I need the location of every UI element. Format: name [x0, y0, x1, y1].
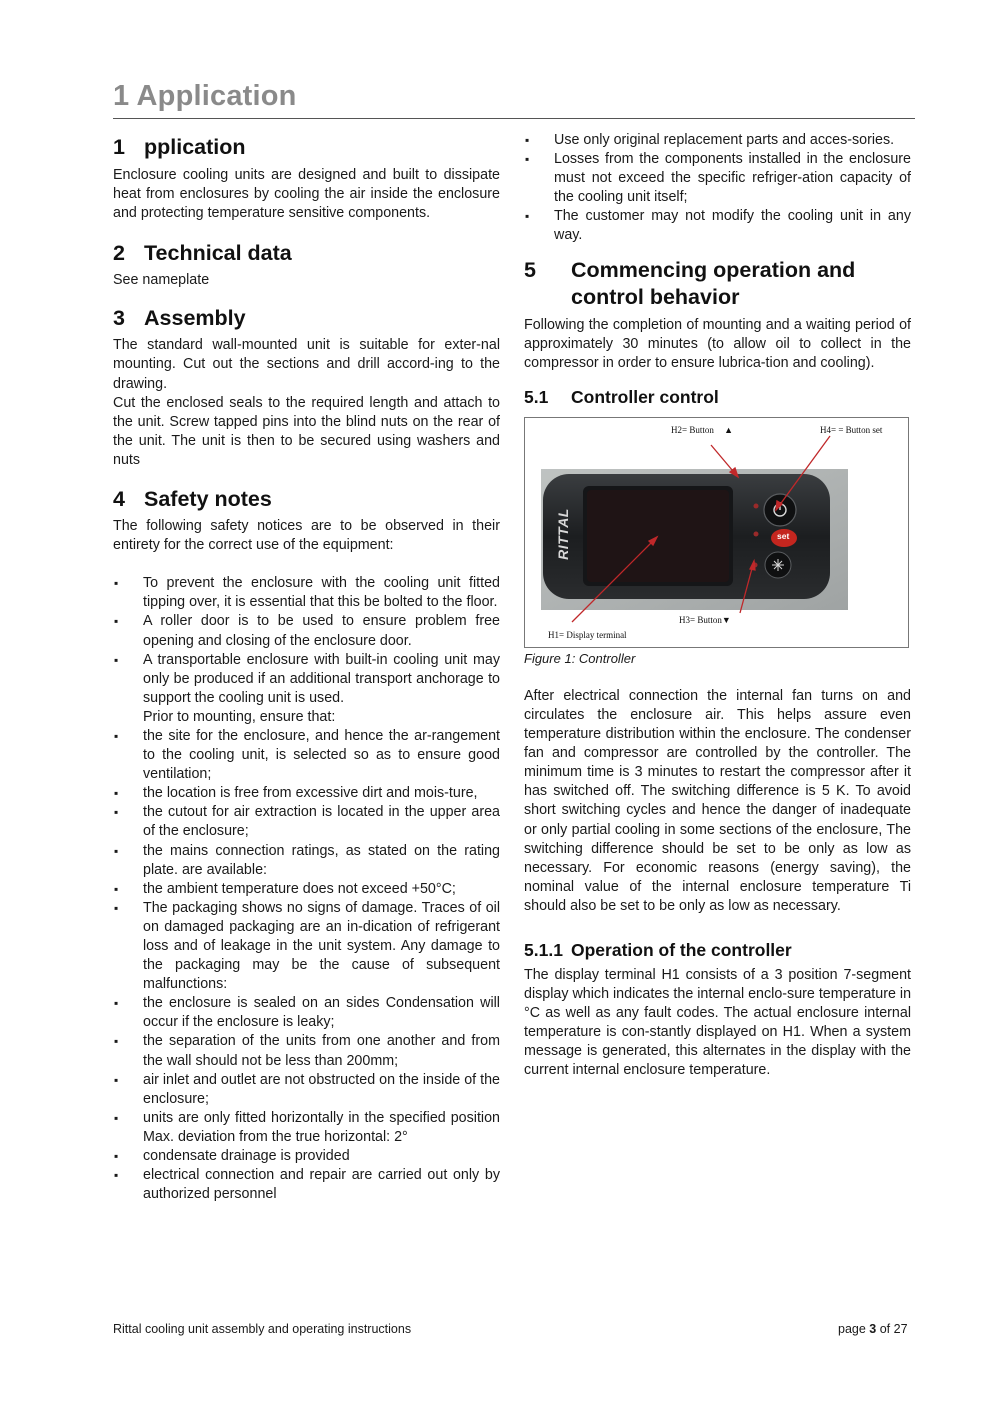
list-item: ▪ electrical connection and repair are carried out only by authorized personnel — [113, 1166, 500, 1204]
list-item: ▪ units are only fitted horizontally in the specified position Max. deviation from the true horizontal: 2° — [113, 1109, 500, 1147]
section-number: 3 — [113, 306, 125, 331]
list-item: ▪ the site for the enclosure, and hence the ar-rangement to the cooling unit, is selected so as to ensure good ventilation; — [113, 727, 500, 784]
title-rule — [113, 118, 915, 119]
section-4-intro: The following safety notices are to be observed in their entirety for the correct use of the equipment: — [113, 518, 500, 554]
page-total: of 27 — [879, 1322, 908, 1336]
section-1-heading — [113, 133, 500, 162]
list-item: ▪ condensate drainage is provided — [113, 1147, 500, 1166]
figure-label-h4: H4= = Button set — [820, 424, 883, 435]
list-item: ▪ A roller door is to be used to ensure problem free opening and closing of the enclosure door. — [113, 612, 500, 650]
triangle-down-icon: ▼ — [721, 614, 731, 625]
list-item: ▪ the enclosure is sealed on an sides Condensation will occur if the enclosure is leaky; — [113, 994, 500, 1032]
section-title: Operation of the controller — [571, 939, 792, 960]
list-item: ▪ To prevent the enclosure with the cooling unit fitted tipping over, it is essential that this be bolted to the floor. — [113, 574, 500, 612]
footer-page-number — [838, 1322, 908, 1336]
set-button-label: set — [777, 530, 790, 541]
section-number: 1 — [113, 135, 125, 159]
section-3-paragraph-2: Cut the enclosed seals to the required length and attach to the unit. Screw tapped pins into the blind nuts on the rear of the unit. The unit is then to be secured using washers and nuts — [113, 394, 500, 468]
section-5-1-heading — [524, 385, 911, 409]
section-number: 5.1 — [524, 386, 549, 407]
section-3-paragraph-1: The standard wall-mounted unit is suitable for exter-nal mounting. Cut out the sections and drill accord-ing to the drawing. — [113, 337, 500, 392]
left-column — [113, 131, 500, 1204]
section-title: pplication — [144, 135, 246, 159]
operation-paragraph: After electrical connection the internal fan turns on and circulates the enclosure air. This helps assure even temperature distribution within the enclosure. The condenser fan and compressor are controlled by the controller. The minimum time is 3 minutes to restart the compressor after it has switched off. The switching difference is 5 K. To avoid short switching cycles and hence the danger of inadequate or only partial cooling in some sections of the enclosure, The switching difference should be set to be only as low as necessary. For economic reasons (energy saving), the nominal value of the internal enclosure temperature Ti should also be set to be only as low as necessary. — [524, 687, 911, 914]
section-number: 4 — [113, 487, 125, 512]
brand-logo: RITTAL — [555, 507, 571, 560]
controller-photo — [525, 418, 908, 647]
section-4-heading — [113, 485, 500, 514]
section-5-heading — [524, 257, 911, 311]
list-item: ▪ A transportable enclosure with built-in cooling unit may only be produced if an additional transport anchorage to support the cooling unit is used. — [113, 651, 500, 708]
list-item: ▪ the mains connection ratings, as stated on the rating plate. are available: — [113, 842, 500, 880]
list-item: ▪ Use only original replacement parts and acces-sories. — [524, 131, 911, 150]
list-item: ▪ The packaging shows no signs of damage. Traces of oil on damaged packaging are an in-dication of refrigerant loss and of leakage in the unit system. Any damage to the packaging may be the cause of subsequent malfunctions: — [113, 899, 500, 994]
figure-label-h2: H2= Button ▲ — [671, 424, 734, 435]
section-number: 5.1.1 — [524, 939, 563, 960]
page-title: 1 Application — [113, 80, 297, 112]
list-item: ▪ the separation of the units from one another and from the wall should not be less than 200mm; — [113, 1032, 500, 1070]
list-item: ▪ air inlet and outlet are not obstructed on the inside of the enclosure; — [113, 1071, 500, 1109]
section-2-text: See nameplate — [113, 272, 210, 289]
page-prefix: page — [838, 1322, 866, 1336]
figure-caption: Figure 1: Controller — [524, 650, 636, 666]
safety-list — [113, 574, 500, 1204]
safety-list-continued — [524, 131, 911, 246]
section-3-heading — [113, 304, 500, 333]
list-item: ▪ The customer may not modify the cooling unit in any way. — [524, 207, 911, 245]
figure-label-h1: H1= Display terminal — [548, 629, 627, 640]
controller-figure — [524, 417, 909, 648]
list-item: ▪ the ambient temperature does not exceed +50°C; — [113, 880, 500, 899]
section-number: 5 — [524, 257, 536, 282]
section-title: Safety notes — [144, 487, 272, 512]
section-5-1-1-heading — [524, 938, 911, 962]
list-item: ▪ Losses from the components installed in the enclosure must not exceed the specific refriger-ation capacity of the cooling unit itself; — [524, 150, 911, 207]
section-title: Technical data — [144, 241, 292, 266]
section-title: Controller control — [571, 386, 719, 407]
list-item: ▪ the cutout for air extraction is located in the upper area of the enclosure; — [113, 803, 500, 841]
list-item: ▪ the location is free from excessive dirt and mois-ture, — [113, 784, 500, 803]
section-number: 2 — [113, 241, 125, 266]
list-item-continuation: Prior to mounting, ensure that: — [143, 708, 336, 725]
right-column — [524, 131, 911, 1081]
section-1-text: Enclosure cooling units are designed and built to dissipate heat from enclosures by cooling the air inside the enclosure and protecting temperature sensitive components. — [113, 167, 500, 222]
figure-label-h3: H3= Button▼ — [679, 614, 731, 625]
section-title: Commencing operation and control behavior — [571, 257, 856, 309]
footer-document-title: Rittal cooling unit assembly and operating instructions — [113, 1322, 412, 1336]
page-current: 3 — [869, 1322, 877, 1336]
section-5-1-1-text: The display terminal H1 consists of a 3 position 7-segment display which indicates the internal enclo-sure temperature in °C as well as any fault codes. The actual enclosure internal temperature is con-stantly displayed on H1. When a system message is generated, this alternates in the display with the current internal enclosure temperature. — [524, 966, 912, 1079]
section-5-text: Following the completion of mounting and a waiting period of approximately 30 minutes (to allow oil to collect in the compressor in order to ensure lubrica-tion and cooling). — [524, 316, 911, 371]
section-title: Assembly — [144, 306, 246, 331]
triangle-up-icon: ▲ — [724, 424, 734, 435]
section-2-heading — [113, 239, 500, 268]
